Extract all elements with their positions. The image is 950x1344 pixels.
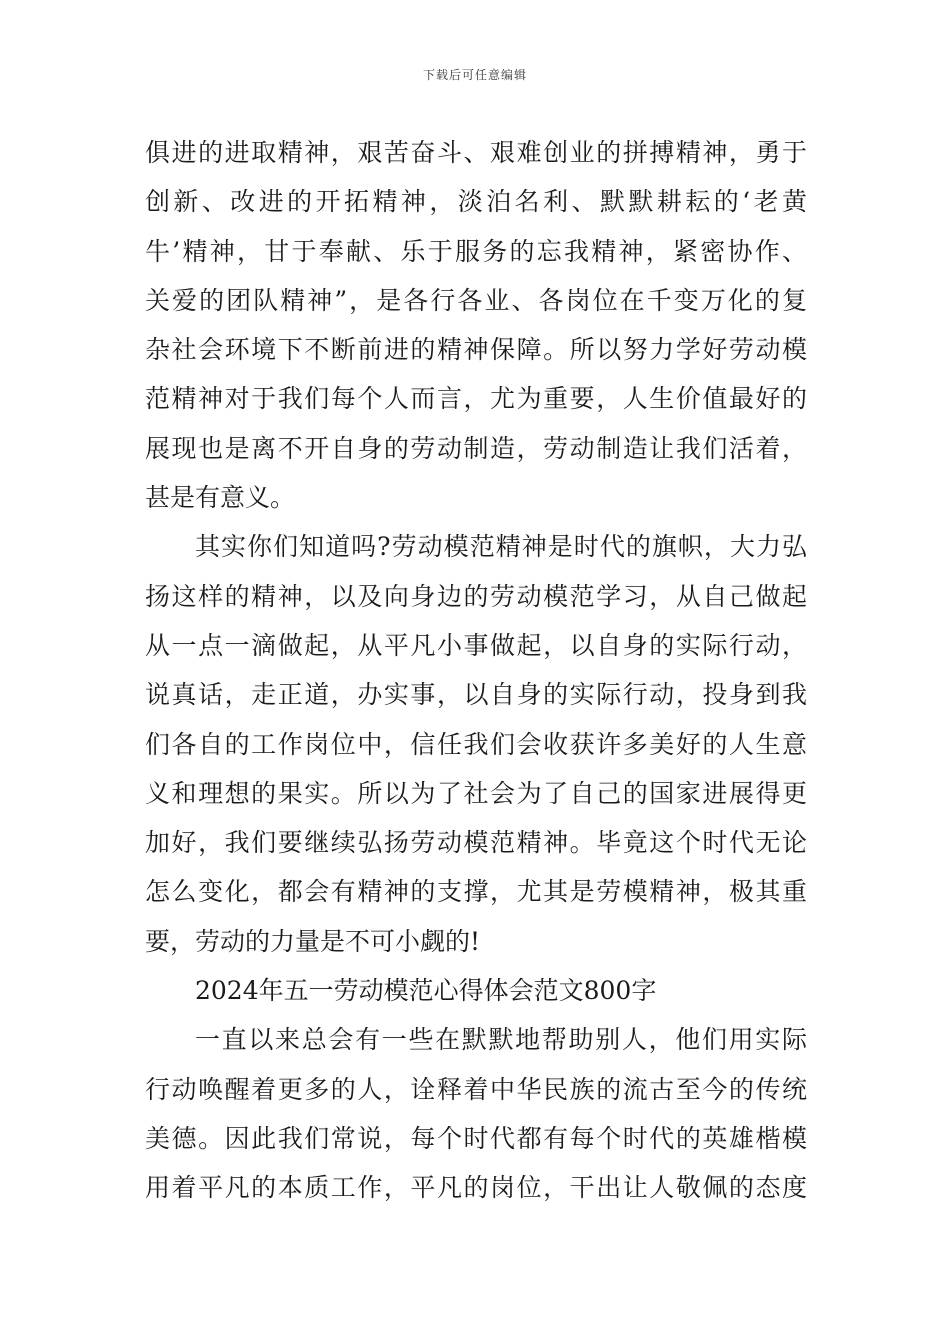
document-body bbox=[145, 128, 807, 1213]
download-note: 下载后可任意编辑 bbox=[422, 68, 527, 82]
text-line: 展现也是离不开自身的劳动制造，劳动制造让我们活着， bbox=[145, 433, 807, 463]
text-line: 甚是有意义。 bbox=[145, 483, 296, 513]
text-line: 扬这样的精神，以及向身边的劳动模范学习，从自己做起 bbox=[145, 581, 807, 611]
text-line: 义和理想的果实。所以为了社会为了自己的国家进展得更 bbox=[145, 778, 807, 808]
text-line: 怎么变化，都会有精神的支撑，尤其是劳模精神，极其重 bbox=[145, 877, 807, 907]
text-line: 从一点一滴做起，从平凡小事做起，以自身的实际行动， bbox=[145, 630, 807, 660]
text-line: 加好，我们要继续弘扬劳动模范精神。毕竟这个时代无论 bbox=[145, 828, 807, 858]
text-line: 一直以来总会有一些在默默地帮助别人，他们用实际 bbox=[195, 1025, 807, 1055]
text-line: 创新、改进的开拓精神，淡泊名利、默默耕耘的‘老黄 bbox=[145, 187, 807, 217]
text-line: 们各自的工作岗位中，信任我们会收获许多美好的人生意 bbox=[145, 729, 807, 759]
text-line: 要，劳动的力量是不可小觑的! bbox=[145, 926, 481, 956]
text-line: 杂社会环境下不断前进的精神保障。所以努力学好劳动模 bbox=[145, 335, 807, 365]
text-line: 说真话，走正道，办实事，以自身的实际行动，投身到我 bbox=[145, 680, 807, 710]
section-title: 2024年五一劳动模范心得体会范文800字 bbox=[195, 976, 657, 1006]
text-line: 关爱的团队精神”，是各行各业、各岗位在千变万化的复 bbox=[145, 285, 807, 315]
text-line: 范精神对于我们每个人而言，尤为重要，人生价值最好的 bbox=[145, 384, 807, 414]
text-line: 牛’精神，甘于奉献、乐于服务的忘我精神，紧密协作、 bbox=[145, 236, 807, 266]
text-line: 美德。因此我们常说，每个时代都有每个时代的英雄楷模 bbox=[145, 1123, 807, 1153]
text-line: 行动唤醒着更多的人，诠释着中华民族的流古至今的传统 bbox=[145, 1074, 807, 1104]
text-line: 俱进的进取精神，艰苦奋斗、艰难创业的拼搏精神，勇于 bbox=[145, 138, 807, 167]
text-line: 其实你们知道吗?劳动模范精神是时代的旗帜，大力弘 bbox=[195, 532, 807, 562]
text-line: 用着平凡的本质工作，平凡的岗位，干出让人敬佩的态度 bbox=[145, 1173, 807, 1203]
